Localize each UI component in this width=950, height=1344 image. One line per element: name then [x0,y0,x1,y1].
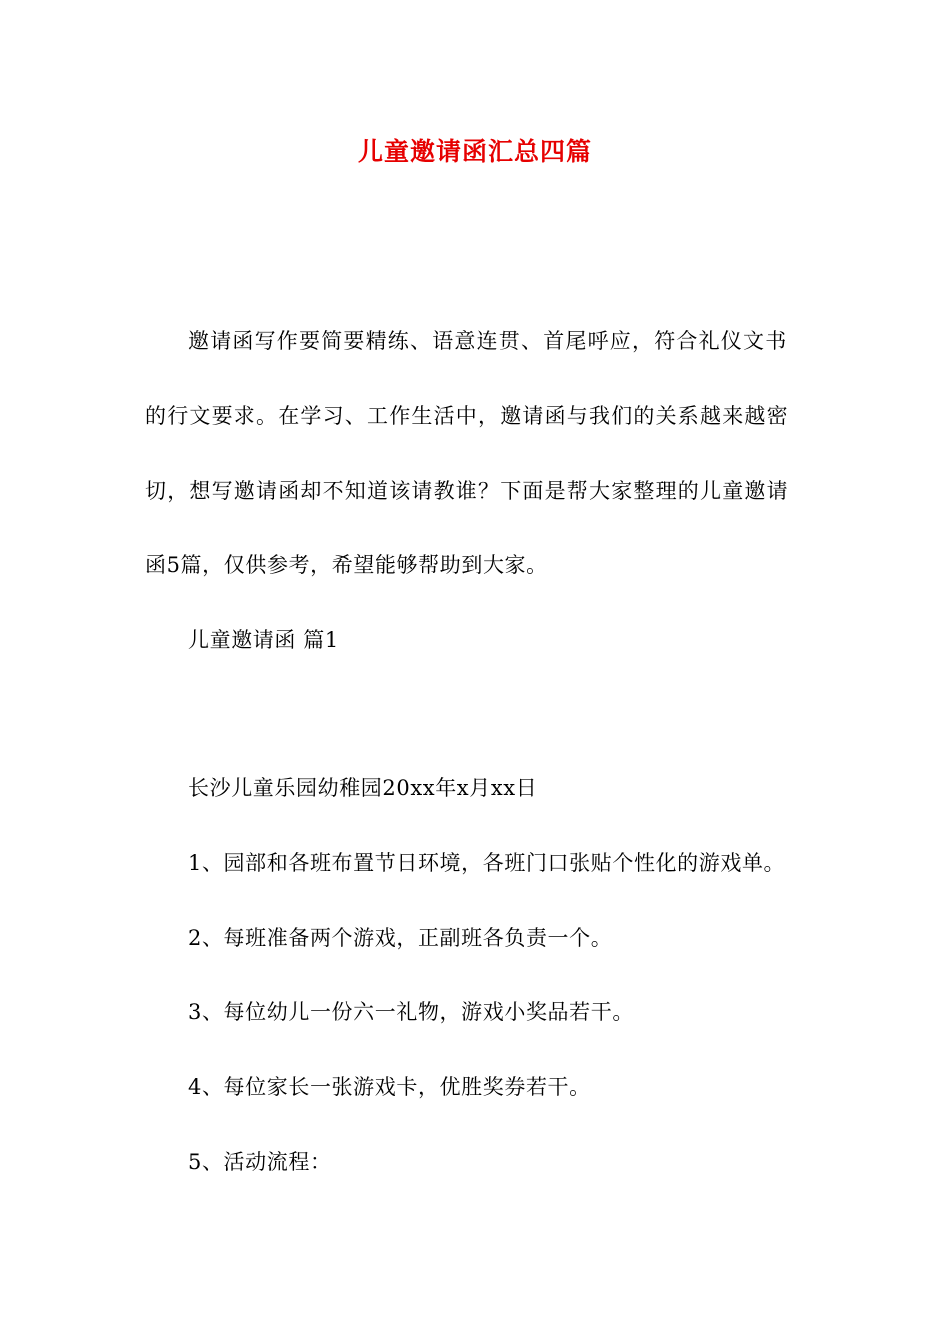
intro-line-3: 切，想写邀请函却不知道该请教谁？下面是帮大家整理的儿童邀请 [145,479,789,503]
list-item-5: 5、活动流程： [188,1150,332,1174]
list-item-3: 3、每位幼儿一份六一礼物，游戏小奖品若干。 [188,1000,634,1024]
intro-line-4: 函5篇，仅供参考，希望能够帮助到大家。 [145,553,548,577]
section-heading: 儿童邀请函 篇1 [188,628,339,652]
list-item-1: 1、园部和各班布置节日环境，各班门口张贴个性化的游戏单。 [188,851,786,875]
intro-line-1: 邀请函写作要简要精练、语意连贯、首尾呼应，符合礼仪文书 [188,329,788,353]
date-line: 长沙儿童乐园幼稚园20xx年x月xx日 [188,776,538,800]
intro-line-2: 的行文要求。在学习、工作生活中，邀请函与我们的关系越来越密 [145,404,789,428]
document-title: 儿童邀请函汇总四篇 [357,137,592,166]
list-item-4: 4、每位家长一张游戏卡，优胜奖券若干。 [188,1075,591,1099]
list-item-2: 2、每班准备两个游戏，正副班各负责一个。 [188,926,613,950]
